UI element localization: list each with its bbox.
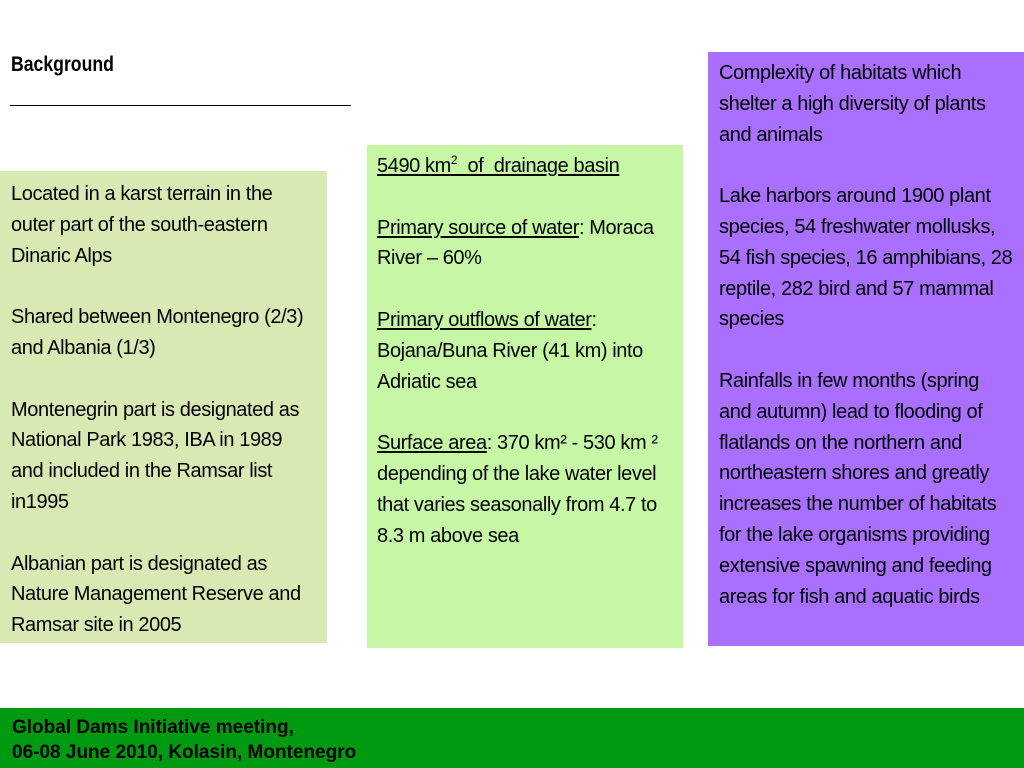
location-info-box: [0, 171, 327, 643]
basin-text: of drainage basin: [457, 155, 620, 177]
outflow-text: : Bojana/Buna River (41 km) into Adriatic sea: [377, 308, 643, 393]
outflow-label: Primary outflows of water: [377, 308, 592, 331]
hydrology-info-box: [367, 145, 683, 648]
drainage-basin-line: [377, 151, 675, 182]
paragraph-spacer: [11, 271, 319, 302]
habitat-complexity-paragraph: Complexity of habitats which shelter a high diversity of plants and animals: [719, 62, 986, 146]
species-count-paragraph: Lake harbors around 1900 plant species, 54 freshwater mollusks, 54 fish species, 16 amphibians, 28 reptile, 282 bird and 57 mammal species: [719, 185, 1013, 331]
drainage-basin-underlined: [377, 155, 619, 177]
paragraph-spacer: [719, 335, 1016, 366]
paragraph-spacer: [377, 274, 675, 305]
paragraph-spacer: [377, 182, 675, 213]
footer-meeting-date-location: 06-08 June 2010, Kolasin, Montenegro: [12, 742, 357, 763]
paragraph-spacer: [11, 518, 319, 549]
basin-value: 5490 km: [377, 155, 451, 177]
slide-title: Background: [11, 53, 114, 76]
surface-area-paragraph: [377, 428, 675, 551]
outflow-paragraph: [377, 305, 675, 397]
footer-bar: [0, 708, 1024, 768]
basin-superscript: 2: [450, 153, 458, 167]
location-paragraph: Located in a karst terrain in the outer part of the south-eastern Dinaric Alps: [11, 183, 273, 267]
water-source-paragraph: [377, 213, 675, 275]
shared-paragraph: Shared between Montenegro (2/3) and Albania (1/3): [11, 306, 304, 359]
surface-area-text: : 370 km² - 530 km ² depending of the lake water level that varies seasonally from 4.7 to 8.3 m above sea: [377, 432, 658, 547]
surface-area-label: Surface area: [377, 432, 487, 455]
footer-meeting-name: Global Dams Initiative meeting,: [12, 717, 294, 738]
rainfall-flooding-paragraph: Rainfalls in few months (spring and autumn) lead to flooding of flatlands on the northern and northeastern shores and greatly increases the number of habitats for the lake organisms providing extensive spawning and feeding areas for fish and aquatic birds: [719, 369, 997, 608]
montenegro-designation-paragraph: Montenegrin part is designated as National Park 1983, IBA in 1989 and included in the Ramsar list in1995: [11, 398, 300, 513]
paragraph-spacer: [377, 397, 675, 428]
albania-designation-paragraph: Albanian part is designated as Nature Management Reserve and Ramsar site in 2005: [11, 552, 301, 637]
water-source-label: Primary source of water: [377, 216, 579, 239]
title-underline: [10, 105, 351, 106]
biodiversity-info-box: [708, 52, 1024, 646]
water-source-text: : Moraca River – 60%: [377, 216, 654, 270]
paragraph-spacer: [719, 150, 1016, 181]
paragraph-spacer: [11, 364, 319, 395]
